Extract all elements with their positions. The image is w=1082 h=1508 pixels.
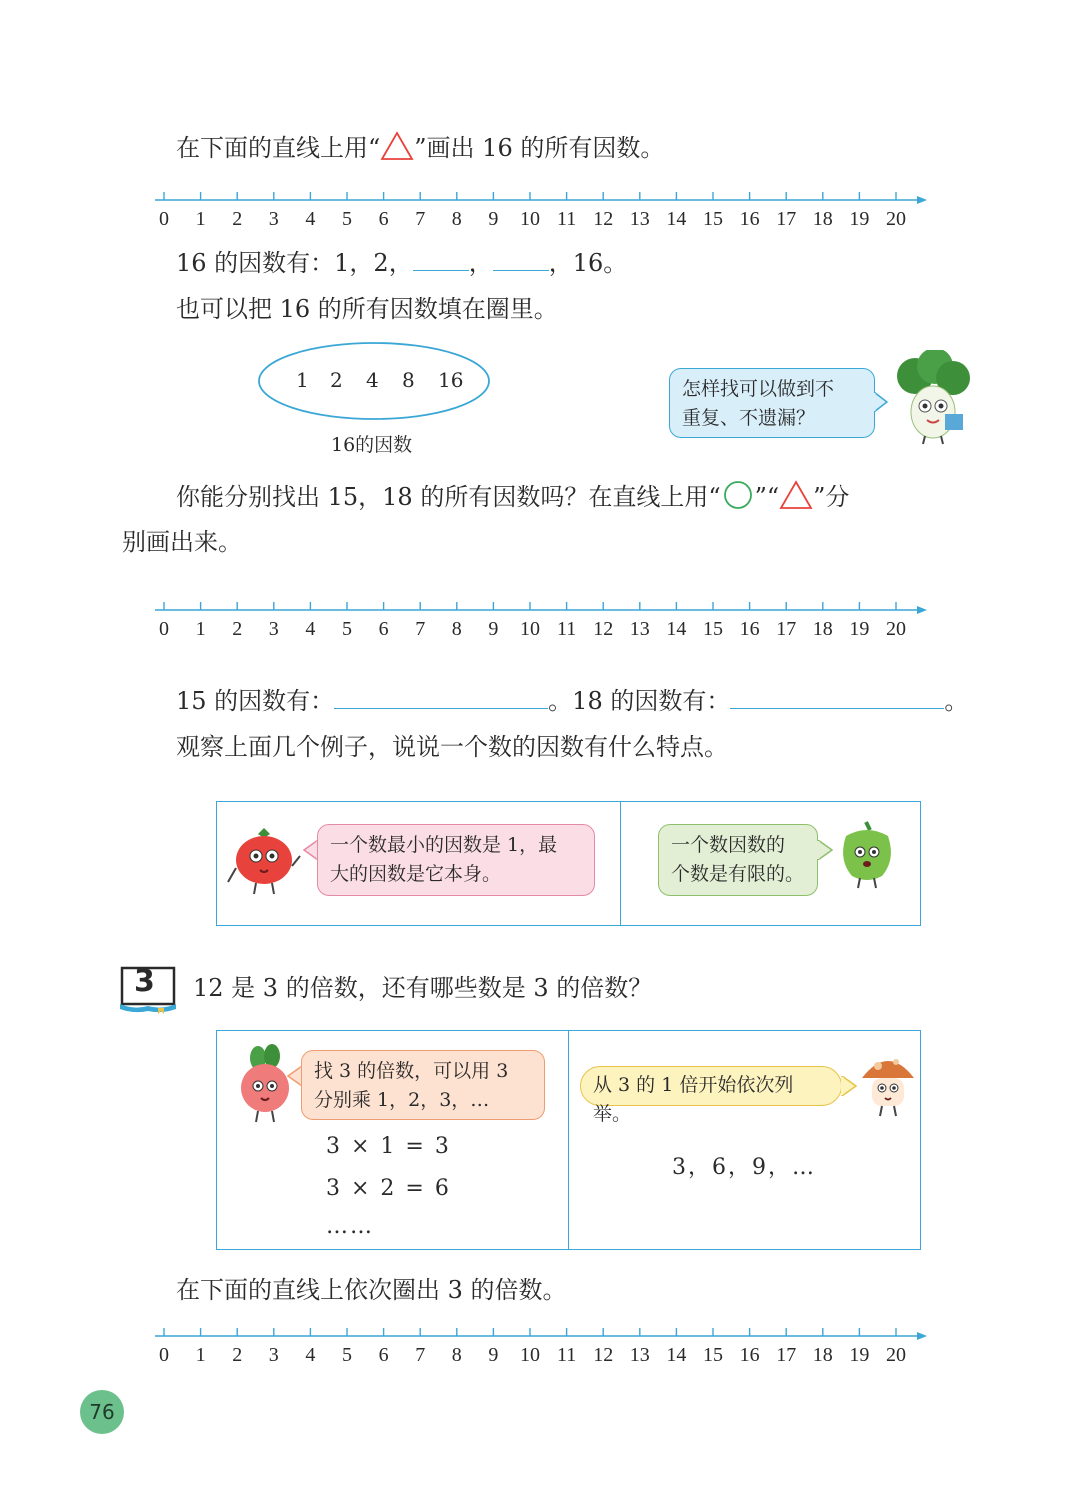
factors-end: 。	[944, 687, 969, 715]
bubble-tail	[817, 840, 833, 860]
answer-blank[interactable]	[334, 684, 548, 709]
ellipse-caption: 16的因数	[331, 434, 413, 456]
speech-bubble-tomato	[317, 824, 595, 896]
tick-label: 13	[629, 208, 650, 230]
tick-label: 14	[666, 618, 687, 640]
speech-line: 怎样找可以做到不	[682, 378, 835, 400]
speech-line: 重复、不遗漏？	[682, 407, 816, 430]
question-text-c: ”分	[813, 483, 850, 511]
question-15-18	[176, 480, 849, 512]
question-text-a: 你能分别找出 15，18 的所有因数吗？在直线上用“	[176, 483, 721, 511]
speech-line: 大的因数是它本身。	[330, 863, 502, 886]
tick-label: 20	[886, 208, 906, 230]
number-line-2	[155, 596, 930, 640]
speech-line: 分别乘 1，2，3，…	[314, 1089, 490, 1112]
speech-bubble-radish	[301, 1050, 545, 1120]
ellipse-number: 16	[438, 368, 464, 392]
tick-label: 2	[232, 618, 243, 640]
instruction-triangle-16	[176, 131, 664, 163]
tick-label: 3	[268, 618, 279, 640]
tick-label: 20	[886, 618, 906, 640]
multiples-sequence: 3，6，9，…	[672, 1155, 816, 1180]
answer-blank[interactable]	[730, 684, 944, 709]
tick-label: 11	[556, 1344, 577, 1366]
arrow-icon	[917, 196, 927, 204]
tick-label: 7	[415, 208, 426, 230]
tick-label: 14	[666, 208, 687, 230]
tick-label: 5	[342, 1344, 352, 1366]
tick-label: 8	[451, 1344, 462, 1366]
tick-label: 10	[520, 1344, 540, 1366]
tick-label: 0	[159, 618, 169, 640]
tick-label: 11	[556, 208, 577, 230]
example-number: 3	[134, 964, 155, 999]
tick-label: 15	[703, 618, 723, 640]
red-triangle-icon	[380, 131, 414, 161]
number-line-1	[155, 186, 930, 230]
tick-label: 4	[305, 1344, 316, 1366]
tick-label: 16	[739, 208, 760, 230]
answer-blank[interactable]	[493, 246, 549, 271]
tick-label: 3	[268, 208, 279, 230]
arrow-icon	[917, 606, 927, 614]
factors-15-label: 15 的因数有：	[176, 687, 335, 715]
calc-line: ……	[326, 1214, 374, 1239]
green-pepper-character-icon	[832, 820, 902, 890]
ellipse-number: 8	[402, 368, 415, 392]
ellipse-number: 4	[366, 368, 379, 392]
question-text-b: ”“	[754, 483, 780, 511]
tick-label: 11	[556, 618, 577, 640]
tick-label: 9	[488, 618, 499, 640]
tick-label: 10	[520, 208, 540, 230]
tick-label: 20	[886, 1344, 906, 1366]
bubble-tail	[841, 1076, 857, 1096]
tick-label: 2	[232, 208, 243, 230]
tick-label: 8	[451, 618, 462, 640]
red-triangle-icon	[779, 480, 813, 510]
tick-label: 16	[739, 1344, 760, 1366]
tick-label: 9	[488, 1344, 499, 1366]
circle-instruction: 在下面的直线上依次圈出 3 的倍数。	[176, 1276, 567, 1304]
question-line-2: 别画出来。	[122, 528, 242, 556]
tick-label: 4	[305, 618, 316, 640]
ellipse-number: 2	[330, 368, 343, 392]
example-question: 12 是 3 的倍数，还有哪些数是 3 的倍数？	[193, 974, 653, 1002]
tick-label: 6	[378, 618, 389, 640]
tick-label: 12	[593, 618, 614, 640]
page-number: 76	[89, 1400, 115, 1424]
tick-label: 13	[629, 618, 650, 640]
speech-bubble-mushroom	[580, 1066, 842, 1126]
tick-label: 18	[812, 618, 833, 640]
tick-label: 12	[593, 208, 614, 230]
tick-label: 19	[849, 208, 870, 230]
tick-label: 1	[195, 208, 206, 230]
tick-label: 5	[342, 618, 352, 640]
tick-label: 18	[812, 208, 833, 230]
box-divider	[620, 802, 621, 925]
cabbage-character-icon	[893, 350, 973, 445]
tick-label: 18	[812, 1344, 833, 1366]
fill-circle-instruction: 也可以把 16 的所有因数填在圈里。	[176, 295, 558, 323]
calc-line: 3 × 2 = 6	[326, 1176, 451, 1201]
tick-label: 15	[703, 1344, 723, 1366]
speech-bubble-cabbage	[669, 368, 875, 438]
factors-16-suffix: ，16。	[548, 249, 628, 277]
tick-label: 3	[268, 1344, 279, 1366]
tick-label: 17	[776, 1344, 797, 1366]
tick-label: 19	[849, 1344, 870, 1366]
tick-label: 0	[159, 208, 169, 230]
tick-label: 0	[159, 1344, 169, 1366]
observe-instruction: 观察上面几个例子，说说一个数的因数有什么特点。	[176, 733, 728, 761]
tick-label: 7	[415, 618, 426, 640]
tick-label: 2	[232, 1344, 243, 1366]
factors-18-label: 。18 的因数有：	[548, 687, 731, 715]
tick-label: 14	[666, 1344, 687, 1366]
speech-line: 一个数因数的	[671, 834, 786, 856]
tick-label: 19	[849, 618, 870, 640]
speech-line: 从 3 的 1 倍开始依次列举。	[593, 1074, 794, 1126]
bubble-tail	[874, 392, 888, 412]
box-divider	[568, 1031, 569, 1249]
tick-label: 8	[451, 208, 462, 230]
tick-label: 15	[703, 208, 723, 230]
factors-16-prefix: 16 的因数有：1，2，	[176, 249, 413, 277]
tick-label: 6	[378, 1344, 389, 1366]
ellipse-number: 1	[296, 368, 309, 392]
tick-label: 6	[378, 208, 389, 230]
tick-label: 9	[488, 208, 499, 230]
arrow-icon	[917, 1332, 927, 1340]
tick-label: 17	[776, 618, 797, 640]
factors-16-sep: ，	[468, 249, 493, 277]
tick-label: 7	[415, 1344, 426, 1366]
calc-line: 3 × 1 = 3	[326, 1134, 451, 1159]
tick-label: 12	[593, 1344, 614, 1366]
tick-label: 10	[520, 618, 540, 640]
speech-line: 找 3 的倍数，可以用 3	[314, 1060, 509, 1082]
number-line-3	[155, 1322, 930, 1366]
tomato-character-icon	[224, 826, 304, 896]
tick-label: 5	[342, 208, 352, 230]
instruction-text-a: 在下面的直线上用“	[176, 134, 381, 162]
instruction-text-b: ”画出 16 的所有因数。	[414, 134, 665, 162]
speech-line: 个数是有限的。	[671, 863, 805, 886]
tick-label: 4	[305, 208, 316, 230]
tick-label: 1	[195, 1344, 206, 1366]
green-circle-icon	[721, 480, 755, 510]
tick-label: 16	[739, 618, 760, 640]
factors-15-18-line	[176, 684, 968, 716]
answer-blank[interactable]	[413, 246, 469, 271]
tick-label: 17	[776, 208, 797, 230]
tick-label: 13	[629, 1344, 650, 1366]
mushroom-character-icon	[856, 1048, 920, 1118]
speech-line: 一个数最小的因数是 1，最	[330, 834, 558, 856]
speech-bubble-pepper	[658, 824, 818, 896]
factors-16-line	[176, 246, 627, 278]
tick-label: 1	[195, 618, 206, 640]
